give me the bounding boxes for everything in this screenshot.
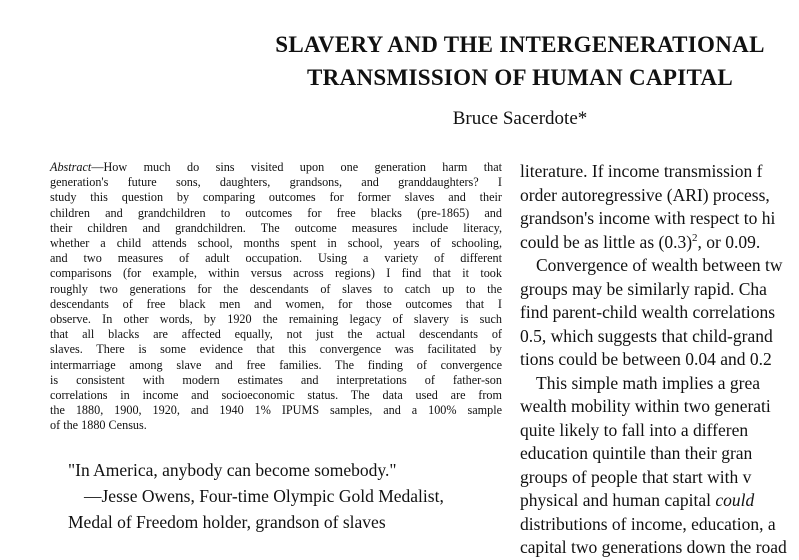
paper-title-line-2: TRANSMISSION OF HUMAN CAPITAL [307, 65, 733, 90]
abstract-line: of the 1880 Census. [50, 418, 147, 433]
abstract-line: is consistent with modern estimates and interpretations of father-son [50, 372, 502, 387]
paper-title-line-1: SLAVERY AND THE INTERGENERATIONAL [275, 32, 765, 57]
body-line: groups of people that start with v [520, 466, 752, 487]
abstract-line: intermarriage among slave and free families. The finding of convergence [50, 357, 502, 372]
abstract-line: Abstract—How much do sins visited upon one generation harm that [50, 160, 502, 174]
body-line: tions could be between 0.04 and 0.2 [520, 349, 772, 369]
abstract-line: children and grandchildren to outcomes for free blacks (pre-1865) and [50, 205, 502, 220]
abstract-line: slaves. There is some evidence that this convergence was facilitated by [50, 342, 502, 357]
superscript: 2 [692, 231, 698, 244]
body-line: 0.5, which suggests that child-grand [520, 325, 773, 346]
body-line: This simple math implies a grea [536, 372, 761, 393]
epigraph-attribution-continued: Medal of Freedom holder, grandson of slaves [68, 512, 386, 532]
abstract-line: comparisons (for example, within versus across regions) I find that it took [50, 266, 502, 281]
emphasis: could [715, 490, 755, 510]
abstract-line: their children and grandchildren. The outcome measures include literacy, [50, 220, 502, 235]
abstract-line: the 1880, 1900, 1920, and 1940 1% IPUMS samples, and a 100% sample [50, 403, 502, 418]
abstract-line: descendants of free black men and women, for those outcomes that I [50, 296, 502, 311]
body-line: education quintile than their gran [520, 443, 753, 463]
body-line: could be as little as $(0.3)^2$, or 0.09. [520, 231, 761, 252]
abstract-line: and two measures of adult occupation. Using a variety of different [50, 251, 502, 266]
abstract-line: study this question by comparing outcomes for former slaves and their [50, 190, 502, 205]
body-line: grandson's income with respect to hi [520, 208, 776, 228]
abstract-line: correlations in income and socioeconomic status. The data used are from [50, 388, 502, 403]
body-line: groups may be similarly rapid. Cha [520, 278, 767, 299]
body-line: order autoregressive (ARI) process, [520, 184, 770, 205]
abstract-line: that all blacks are affected equally, not just the actual descendants of [50, 327, 502, 342]
epigraph [68, 457, 444, 535]
body-line: distributions of income, education, a [520, 513, 776, 534]
body-line: capital two generations down the road [520, 537, 787, 557]
body-line: physical and human capital could [520, 490, 755, 510]
abstract-line: whether a child attends school, months spent in school, years of schooling, [50, 236, 502, 251]
body-line: quite likely to fall into a differen [520, 419, 749, 440]
body-line: find parent-child wealth correlations [520, 302, 776, 322]
author-name: Bruce Sacerdote* [452, 108, 588, 129]
epigraph-quote: "In America, anybody can become somebody." [68, 460, 397, 480]
right-column-text [520, 160, 799, 560]
abstract-line: roughly two generations for the descendants of slaves to catch up to the [50, 281, 502, 296]
body-line: wealth mobility within two generati [520, 396, 771, 416]
abstract-line: generation's future sons, daughters, grandsons, and granddaughters? I [50, 175, 502, 190]
body-line: literature. If income transmission f [520, 161, 763, 181]
abstract-line: observe. In other words, by 1920 the remaining legacy of slavery is such [50, 312, 502, 327]
abstract [50, 160, 502, 434]
body-line: Convergence of wealth between tw [536, 255, 783, 275]
abstract-label: Abstract [50, 160, 92, 174]
epigraph-attribution: —Jesse Owens, Four-time Olympic Gold Medalist, [84, 486, 444, 506]
